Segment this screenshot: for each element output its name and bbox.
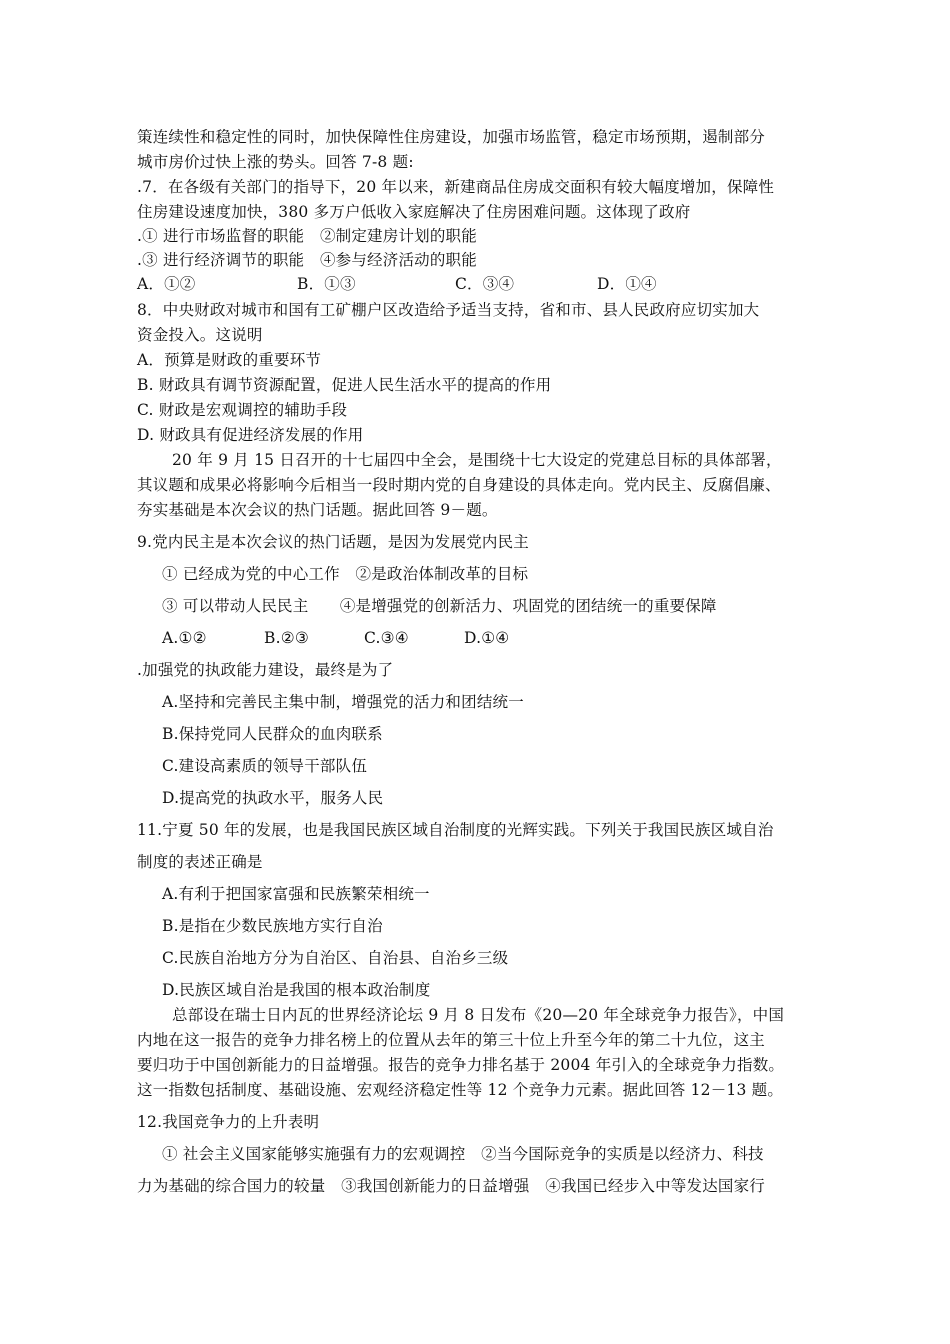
text-line: 住房建设速度加快，380 多万户低收入家庭解决了住房困难问题。这体现了政府 [137,203,691,221]
option-d: D.提高党的执政水平，服务人民 [162,789,384,807]
option-a: A．①② [137,275,196,293]
text-line: 力为基础的综合国力的较量 ③我国创新能力的日益增强 ④我国已经步入中等发达国家行 [137,1177,766,1195]
passage-line: 20 年 9 月 15 日召开的十七届四中全会，是围绕十七大设定的党建总目标的具体部署， [172,451,782,469]
question-12: 12.我国竞争力的上升表明 [137,1113,320,1131]
option-a: A.①② [162,629,207,647]
option-a: A．预算是财政的重要环节 [137,351,322,369]
option-c: C.民族自治地方分为自治区、自治县、自治乡三级 [162,949,509,967]
text-line: ① 社会主义国家能够实施强有力的宏观调控 ②当今国际竞争的实质是以经济力、科技 [162,1145,764,1163]
option-d: D. 财政具有促进经济发展的作用 [137,426,364,444]
text-line: 策连续性和稳定性的同时，加快保障性住房建设，加强市场监管，稳定市场预期，遏制部分 [137,128,766,146]
text-line: 制度的表述正确是 [137,853,263,871]
passage-line: 其议题和成果必将影响今后相当一段时期内党的自身建设的具体走向。党内民主、反腐倡廉、 [137,476,781,494]
option-b: B．①③ [297,275,356,293]
option-c: C.建设高素质的领导干部队伍 [162,757,368,775]
option-a: A.有利于把国家富强和民族繁荣相统一 [162,885,430,903]
question-9: 9.党内民主是本次会议的热门话题，是因为发展党内民主 [137,533,529,551]
passage-line: 内地在这一报告的竞争力排名榜上的位置从去年的第三十位上升至今年的第二十九位，这主 [137,1031,766,1049]
text-line: .① 进行市场监督的职能 ②制定建房计划的职能 [137,227,477,245]
question-9-options [162,627,509,649]
option-c: C.③④ [364,629,409,647]
text-line: ① 已经成为党的中心工作 ②是政治体制改革的目标 [162,565,529,583]
text-line: 资金投入。这说明 [137,326,263,344]
text-line: ③ 可以带动人民民主 ④是增强党的创新活力、巩固党的团结统一的重要保障 [162,597,717,615]
option-b: B.②③ [264,629,309,647]
text-line: 城市房价过快上涨的势头。回答 7-8 题: [137,153,414,171]
question-7: .7．在各级有关部门的指导下，20 年以来，新建商品住房成交面积有较大幅度增加，保障性 [137,178,775,196]
passage-line: 这一指数包括制度、基础设施、宏观经济稳定性等 12 个竞争力元素。据此回答 12－13 题。 [137,1081,784,1099]
question-7-options [137,273,657,295]
option-b: B.是指在少数民族地方实行自治 [162,917,383,935]
option-b: B. 财政具有调节资源配置，促进人民生活水平的提高的作用 [137,376,552,394]
passage-line: 总部设在瑞士日内瓦的世界经济论坛 9 月 8 日发布《20—20 年全球竞争力报告》，中国 [172,1006,785,1024]
passage-line: 夯实基础是本次会议的热门话题。据此回答 9－题。 [137,501,498,519]
option-a: A.坚持和完善民主集中制，增强党的活力和团结统一 [162,693,524,711]
option-d: D．①④ [597,275,657,293]
question-10: .加强党的执政能力建设，最终是为了 [137,661,394,679]
passage-line: 要归功于中国创新能力的日益增强。报告的竞争力排名基于 2004 年引入的全球竞争力指数。 [137,1056,785,1074]
option-b: B.保持党同人民群众的血肉联系 [162,725,383,743]
option-d: D.①④ [464,629,510,647]
question-8: 8．中央财政对城市和国有工矿棚户区改造给予适当支持，省和市、县人民政府应切实加大 [137,301,760,319]
option-c: C. 财政是宏观调控的辅助手段 [137,401,348,419]
question-11: 11.宁夏 50 年的发展，也是我国民族区域自治制度的光辉实践。下列关于我国民族区域自治 [137,821,774,839]
text-line: .③ 进行经济调节的职能 ④参与经济活动的职能 [137,251,477,269]
option-c: C．③④ [455,275,515,293]
option-d: D.民族区域自治是我国的根本政治制度 [162,981,431,999]
